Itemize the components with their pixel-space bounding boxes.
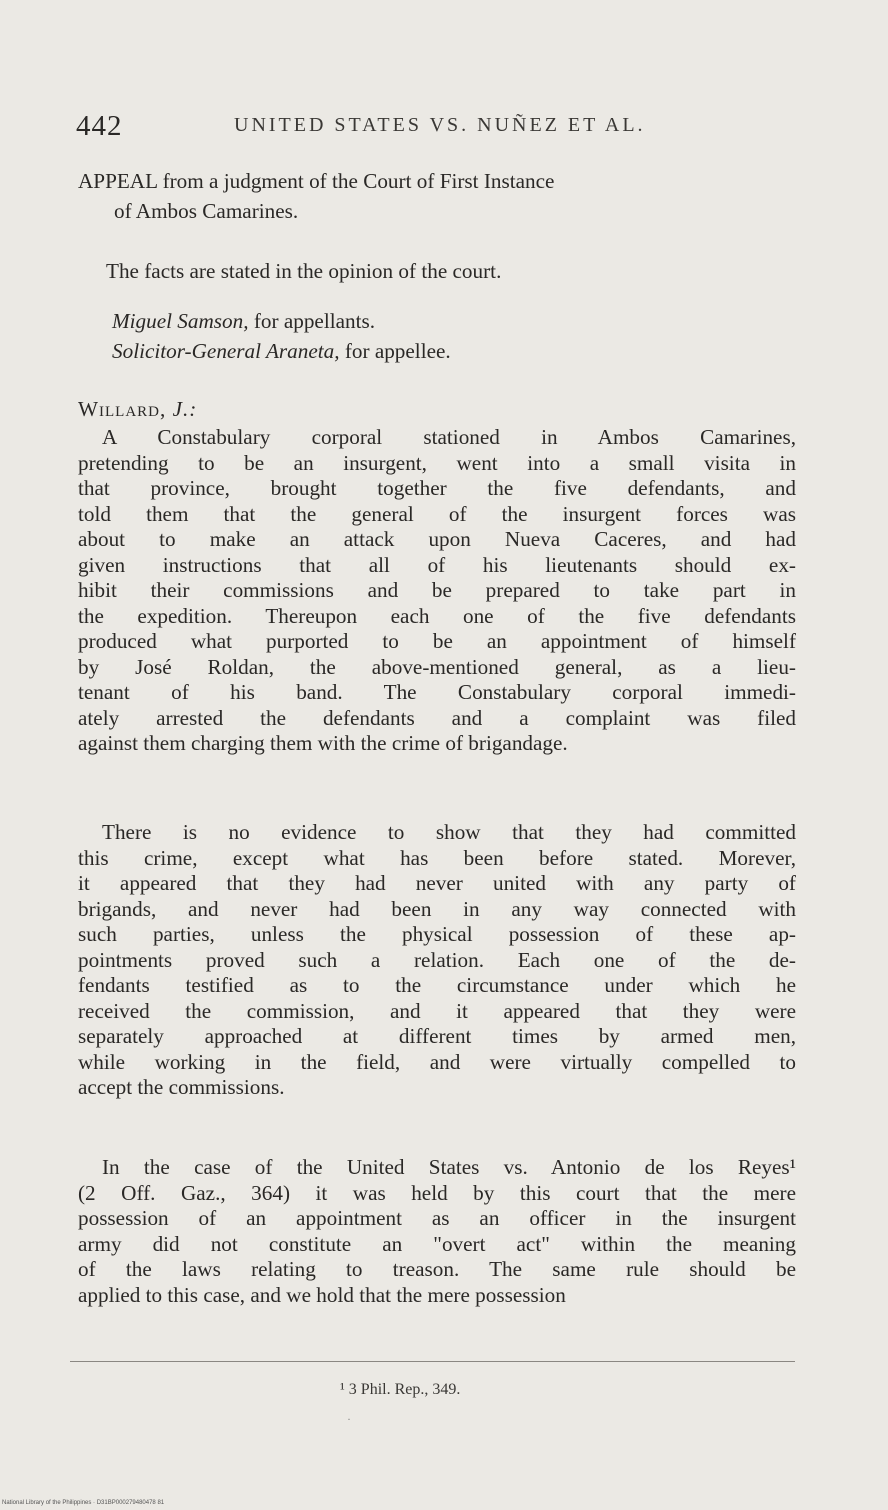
text-line: possession of an appointment as an officer in the insurgent [78,1206,796,1230]
footnote: ¹ 3 Phil. Rep., 349. [340,1381,461,1398]
text-line: such parties, unless the physical possession of these ap- [78,922,796,946]
text-line: pointments proved such a relation. Each one of the de- [78,947,796,972]
text-line: brigands, and never had been in any way connected with [78,896,796,921]
judge-attribution [78,394,798,424]
appeal-line-2: of Ambos Camarines. [114,199,299,223]
text-line: this crime, except what has been before stated. Morever, [78,845,796,870]
counsel-name: Solicitor-General Araneta, [112,339,340,363]
running-head: UNITED STATES VS. NUÑEZ ET AL. [234,114,646,136]
opinion-paragraph-1 [78,425,796,757]
text-line: (2 Off. Gaz., 364) it was held by this court that the mere [78,1180,796,1205]
text-line: There is no evidence to show that they had committed [102,820,796,844]
counsel-role: for appellants. [248,309,376,333]
text-line: it appeared that they had never united with any party of [78,871,796,895]
page-header [76,110,796,150]
text-line: A Constabulary corporal stationed in Ambos Camarines, [102,425,796,449]
text-line: produced what purported to be an appointment of himself [78,629,796,653]
text-line: by José Roldan, the above-mentioned general, as a lieu- [78,654,796,679]
counsel-name: Miguel Samson, [112,309,249,333]
text-line: applied to this case, and we hold that the mere possession [78,1282,566,1307]
text-line: separately approached at different times by armed men, [78,1024,796,1048]
judge-name: Willard, [78,397,167,421]
counsel-role: for appellee. [339,339,451,363]
judge-title: J.: [166,397,198,421]
counsel-appellee [112,336,832,366]
page-number: 442 [76,110,123,142]
text-line: of the laws relating to treason. The same rule should be [78,1257,796,1281]
page-mark: · [347,1412,351,1426]
text-line: received the commission, and it appeared that they were [78,998,796,1023]
appeal-statement [78,166,798,226]
text-line: about to make an attack upon Nueva Caceres, and had [78,527,796,551]
opinion-paragraph-3 [78,1155,796,1308]
footnote-divider [70,1361,795,1362]
text-line: against them charging them with the crime of brigandage. [78,731,568,755]
facts-statement: The facts are stated in the opinion of the court. [106,259,502,283]
text-line: tenant of his band. The Constabulary corporal immedi- [78,680,796,704]
text-line: army did not constitute an "overt act" within the meaning [78,1231,796,1256]
scan-caption: National Library of the Philippines · D31BP000279480478 81 [2,1500,165,1506]
counsel-list [78,306,832,366]
opinion-paragraph-2 [78,820,796,1101]
text-line: accept the commissions. [78,1075,285,1099]
text-line: fendants testified as to the circumstance under which he [78,973,796,997]
text-line: pretending to be an insurgent, went into a small visita in [78,450,796,475]
text-line: the expedition. Thereupon each one of the five defendants [78,603,796,628]
counsel-appellants [112,306,832,336]
text-line: told them that the general of the insurgent forces was [78,501,796,526]
text-line: hibit their commissions and be prepared to take part in [78,578,796,602]
appeal-line-1: APPEAL from a judgment of the Court of First Instance [78,169,555,193]
text-line: In the case of the United States vs. Antonio de los Reyes¹ [102,1155,796,1179]
text-line: given instructions that all of his lieutenants should ex- [78,552,796,577]
text-line: while working in the field, and were virtually compelled to [78,1049,796,1074]
text-line: that province, brought together the five defendants, and [78,476,796,500]
text-line: ately arrested the defendants and a complaint was filed [78,705,796,730]
